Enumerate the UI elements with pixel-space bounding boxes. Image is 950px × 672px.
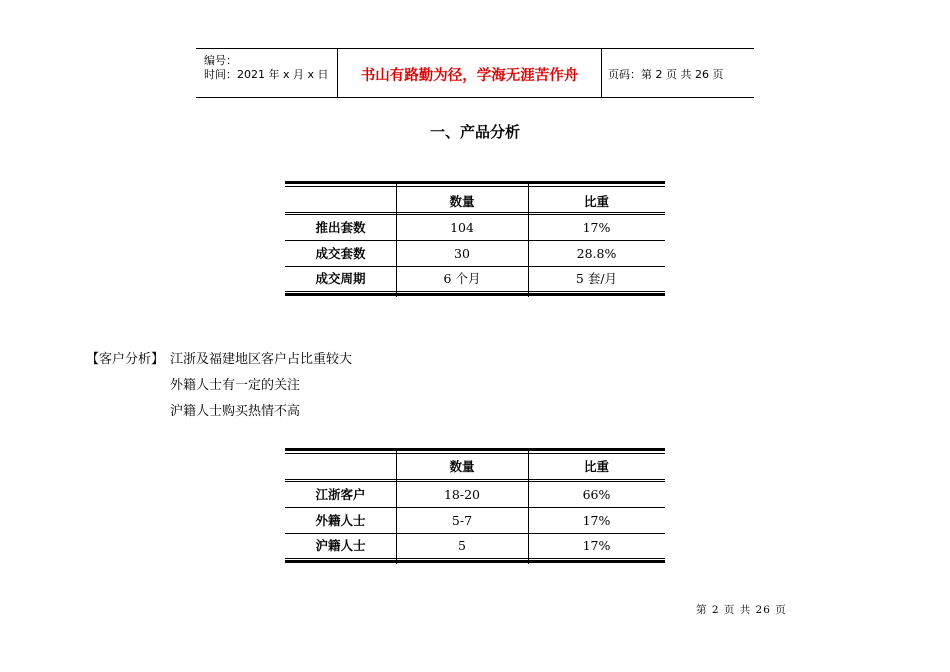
column-header-ratio: 比重	[583, 459, 609, 474]
row-label: 江浙客户	[315, 487, 366, 502]
analysis-label: 【客户分析】	[86, 352, 165, 367]
row-count: 5	[458, 538, 466, 553]
row-count: 5-7	[451, 513, 473, 528]
page-indicator: 页码：第 2 页 共 26 页	[608, 68, 724, 81]
document-number: 编号：	[204, 54, 237, 67]
customer-table	[285, 448, 665, 564]
row-ratio: 17%	[582, 513, 611, 528]
analysis-line: 外籍人士有一定的关注	[170, 378, 301, 393]
column-header-count: 数量	[449, 194, 475, 209]
header-motto-cell	[337, 49, 602, 97]
row-label: 沪籍人士	[315, 538, 366, 553]
row-ratio: 17%	[582, 220, 611, 235]
row-ratio: 28.8%	[576, 246, 617, 261]
row-ratio: 17%	[582, 538, 611, 553]
row-label: 成交套数	[315, 246, 366, 261]
row-count: 30	[454, 246, 470, 261]
document-date: 时间：2021 年 x 月 x 日	[204, 68, 329, 81]
page-footer: 第 2 页 共 26 页	[696, 604, 787, 616]
row-ratio: 5 套/月	[575, 271, 618, 286]
header-meta	[196, 49, 337, 97]
table-row	[285, 215, 665, 241]
column-header-ratio: 比重	[583, 194, 609, 209]
table-row	[285, 241, 665, 267]
table-row	[285, 482, 665, 508]
table-header-row	[285, 187, 665, 215]
row-count: 18-20	[443, 487, 481, 502]
motto: 书山有路勤为径，学海无涯苦作舟	[360, 68, 579, 84]
row-label: 推出套数	[315, 220, 366, 235]
analysis-line: 江浙及福建地区客户占比重较大	[170, 352, 353, 367]
table-row	[285, 533, 665, 558]
header-page-cell	[601, 49, 754, 97]
product-table	[285, 181, 665, 297]
row-label: 成交周期	[315, 271, 366, 286]
table-header-row	[285, 454, 665, 482]
analysis-line: 沪籍人士购买热情不高	[170, 404, 301, 419]
row-label: 外籍人士	[315, 513, 366, 528]
row-count: 6 个月	[443, 271, 481, 286]
section-title: 一、产品分析	[429, 123, 520, 141]
column-header-count: 数量	[449, 459, 475, 474]
row-ratio: 66%	[582, 487, 611, 502]
table-row	[285, 508, 665, 534]
page-header	[196, 48, 754, 98]
table-row	[285, 266, 665, 291]
row-count: 104	[450, 220, 474, 235]
